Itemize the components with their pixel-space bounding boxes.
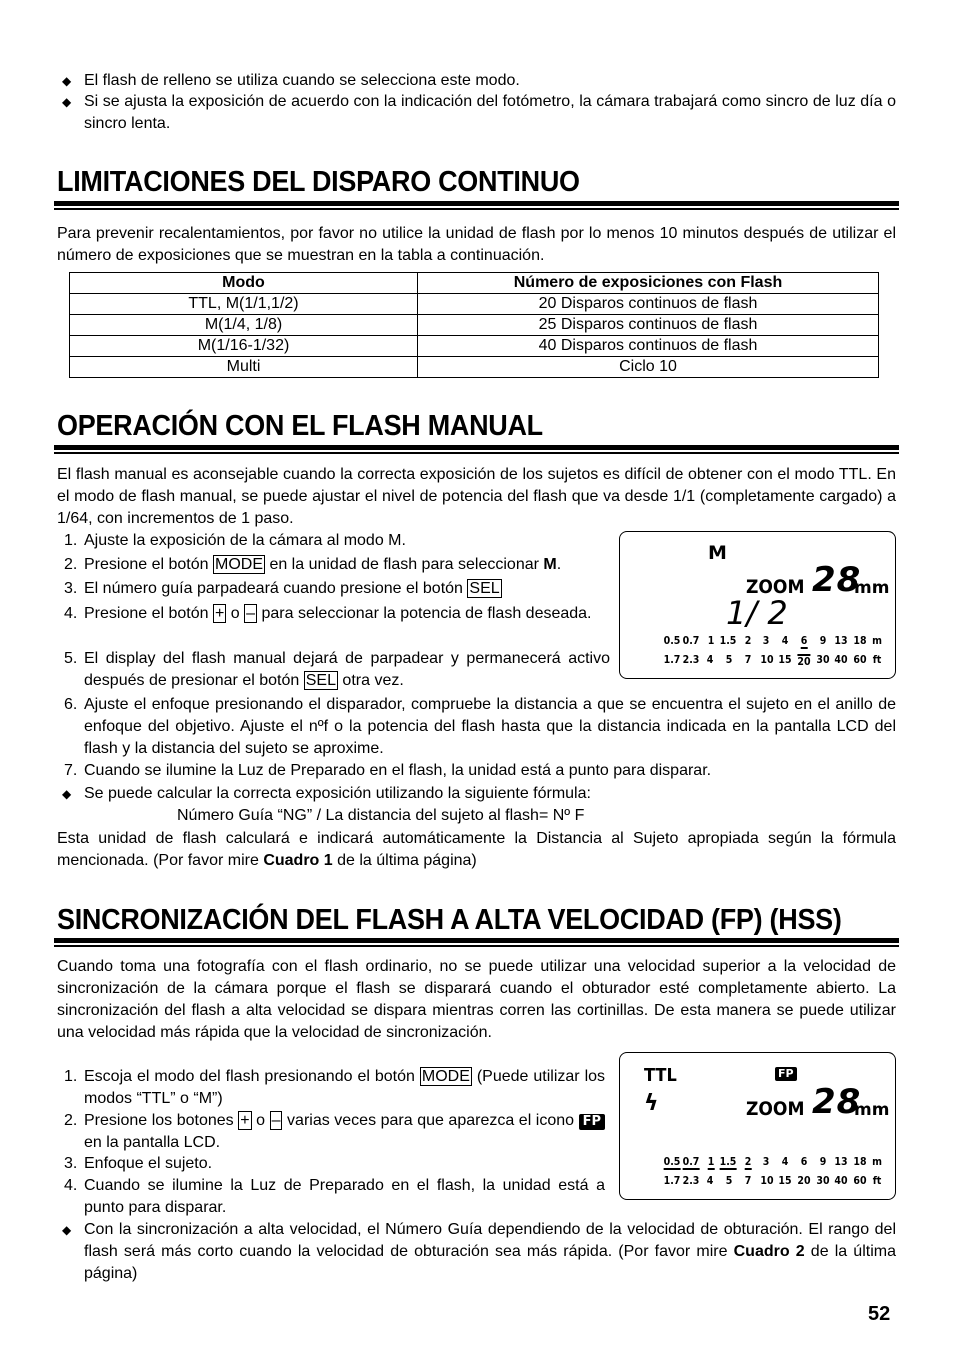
- table-row: [70, 336, 879, 357]
- lcd-feet-unit: ft: [872, 654, 882, 666]
- section-title-manual: OPERACIÓN CON EL FLASH MANUAL: [57, 410, 543, 442]
- step-text-bold: M: [543, 556, 557, 573]
- section2-paragraph: El flash manual es aconsejable cuando la correcta exposición de los sujetos es difícil de obtener con el modo TTL. En el modo de flash manual, se puede ajustar el nivel de potencia del flash que va desde 1/1 (completamente cargado) a 1/64, con incrementos de 1 paso.: [57, 466, 896, 527]
- lcd-feet-tick: 15: [778, 654, 792, 666]
- lcd-feet-tick: 10: [760, 1175, 774, 1187]
- step-text: en la unidad de flash para seleccionar: [269, 556, 539, 573]
- step-number: 1.: [64, 532, 78, 549]
- page-number: 52: [868, 1303, 891, 1325]
- lcd-meter-tick: 18: [853, 1156, 867, 1168]
- bullet-icon: ◆: [62, 1223, 72, 1237]
- table-cell: Ciclo 10: [418, 357, 879, 378]
- step-text: en la pantalla LCD.: [84, 1134, 221, 1151]
- plus-button-label: +: [240, 1112, 250, 1129]
- step-number: 5.: [64, 650, 78, 667]
- step-text: Presione el botón: [84, 605, 209, 622]
- lcd-mode: M: [708, 542, 727, 564]
- title-rule: [54, 445, 899, 450]
- section-title-hss: SINCRONIZACIÓN DEL FLASH A ALTA VELOCIDAD (FP) (HSS): [57, 904, 842, 936]
- section3-paragraph: Cuando toma una fotografía con el flash ordinario, no se puede utilizar una velocidad superior a la velocidad de sincronización de la cámara porque el flash se disparará cuando el obturador esté completamente abierto. La sincronización del flash a alta velocidad se dispara mientras corren las cortinillas. De esta manera se puede utilizar una velocidad más rápida que la velocidad de sincronización.: [57, 958, 896, 1041]
- step-text: o: [256, 1112, 266, 1129]
- step-number: 2.: [64, 556, 78, 573]
- bullet-bold: Cuadro 2: [733, 1243, 805, 1260]
- lcd-meter-tick: 1.5: [719, 635, 737, 647]
- table-row: [70, 315, 879, 336]
- manual-step-2: Presione el botón MODE en la unidad de flash para seleccionar M.: [84, 556, 562, 573]
- minus-button-label: –: [271, 1112, 281, 1129]
- manual-step-4: [84, 603, 610, 625]
- lcd-zoom-unit: mm: [854, 1100, 890, 1120]
- lcd-feet-tick: 60: [853, 1175, 867, 1187]
- section2-closing: [57, 828, 896, 872]
- manual-step-5: [84, 648, 610, 692]
- title-rule: [54, 938, 899, 943]
- intro-bullet-2: Si se ajusta la exposición de acuerdo con la indicación del fotómetro, la cámara trabajará como sincro de luz día o sincro lenta.: [84, 93, 896, 132]
- lcd-zoom-value: 28: [812, 1082, 862, 1122]
- lcd-meter-tick-active: 1.5: [719, 1156, 737, 1168]
- lcd-zoom-unit: mm: [854, 578, 890, 598]
- step-text: (Puede utilizar los modos “TTL” o “M”): [84, 1068, 606, 1107]
- lcd-display-manual: [619, 531, 896, 679]
- lcd-feet-tick: 10: [760, 654, 774, 666]
- lcd-mode: TTL: [644, 1065, 677, 1086]
- step-text: varias veces para que aparezca el icono: [287, 1112, 575, 1129]
- lcd-fp-icon: FP: [775, 1067, 797, 1081]
- lcd-feet-tick: 5: [725, 654, 733, 666]
- hss-step-2: [84, 1110, 605, 1154]
- hss-step-4: Cuando se ilumine la Luz de Preparado en el flash, la unidad está a punto para disparar.: [84, 1177, 605, 1216]
- step-text: El display del flash manual dejará de parpadear y permanecerá activo después de presionar el botón: [84, 650, 610, 689]
- manual-step-7: Cuando se ilumine la Luz de Preparado en el flash, la unidad está a punto para disparar.: [84, 762, 712, 779]
- manual-step-6: Ajuste el enfoque presionando el disparador, compruebe la distancia a que se encuentra el sujeto en el anillo de enfoque del objetivo. Ajuste el nºf o la potencia del flash hasta que la distancia indicada en la pantalla LCD del flash y la distancia del sujeto se aproxime.: [84, 696, 896, 757]
- lcd-feet-tick: 1.7: [663, 654, 681, 666]
- fp-icon: FP: [579, 1114, 605, 1130]
- lcd-feet-tick: 30: [816, 654, 830, 666]
- hss-step-3: Enfoque el sujeto.: [84, 1155, 213, 1172]
- table-header: Número de exposiciones con Flash: [418, 273, 879, 294]
- step-number: 3.: [64, 1155, 78, 1172]
- lcd-meter-tick: 18: [853, 635, 867, 647]
- lcd-meter-tick: 13: [834, 635, 848, 647]
- bullet-icon: ◆: [62, 74, 72, 88]
- lcd-meter-tick: 6: [800, 1156, 808, 1168]
- minus-button-label: –: [246, 605, 256, 622]
- lcd-meter-tick-active: 0.5: [663, 1156, 681, 1168]
- lcd-zoom-label: ZOOM: [746, 1098, 805, 1120]
- lcd-meters-scale: [620, 1156, 895, 1170]
- lcd-feet-tick: 2.3: [682, 654, 700, 666]
- intro-bullet-1: El flash de relleno se utiliza cuando se selecciona este modo.: [84, 72, 520, 89]
- section-title-continuous: LIMITACIONES DEL DISPARO CONTINUO: [57, 166, 580, 198]
- lcd-meter-tick: 0.5: [663, 635, 681, 647]
- lcd-meter-tick-active: 2: [744, 1156, 752, 1168]
- step-number: 3.: [64, 580, 78, 597]
- step-number: 7.: [64, 762, 78, 779]
- lcd-meter-tick: 0.7: [682, 635, 700, 647]
- step-text: otra vez.: [342, 672, 404, 689]
- lcd-meter-tick: 9: [819, 1156, 827, 1168]
- lcd-meter-tick: 2: [744, 635, 752, 647]
- lcd-meter-tick: 13: [834, 1156, 848, 1168]
- table-header-row: [70, 273, 879, 294]
- lcd-feet-tick: 2.3: [682, 1175, 700, 1187]
- step-text: Escoja el modo del flash presionando el botón: [84, 1068, 415, 1085]
- lcd-meter-tick: 4: [781, 1156, 789, 1168]
- mode-button-label: MODE: [214, 556, 263, 573]
- table-header: Modo: [70, 273, 418, 294]
- lcd-feet-tick: 1.7: [663, 1175, 681, 1187]
- step-text: Presione el botón: [84, 556, 209, 573]
- lcd-feet-tick: 7: [744, 654, 752, 666]
- lcd-feet-scale: [620, 654, 895, 668]
- manual-step-1: Ajuste la exposición de la cámara al modo M.: [84, 532, 406, 549]
- lcd-meter-tick: 3: [762, 635, 770, 647]
- table-cell: TTL, M(1/1,1/2): [70, 294, 418, 315]
- bolt-icon: ϟ: [644, 1091, 659, 1116]
- step-text: para seleccionar la potencia de flash deseada.: [261, 605, 592, 622]
- bullet-text: Con la sincronización a alta velocidad, el Número Guía dependiendo de la velocidad de obturación. El rango del flash será más corto cuando la velocidad de obturación sea más rápida. (Por favor mire: [84, 1221, 896, 1260]
- lcd-feet-tick: 7: [744, 1175, 752, 1187]
- table-row: [70, 357, 879, 378]
- continuous-limits-table: [69, 272, 879, 378]
- plus-button-label: +: [214, 605, 225, 622]
- bullet-icon: ◆: [62, 95, 72, 109]
- hss-step-1: [84, 1066, 605, 1110]
- title-rule: [54, 201, 899, 206]
- bullet-icon: ◆: [62, 787, 72, 801]
- table-cell: M(1/4, 1/8): [70, 315, 418, 336]
- sel-button-label: SEL: [305, 672, 336, 689]
- lcd-meter-unit: m: [872, 635, 882, 647]
- lcd-meter-tick: 1: [707, 635, 715, 647]
- lcd-meter-tick: 9: [819, 635, 827, 647]
- lcd-feet-tick: 4: [706, 654, 714, 666]
- lcd-meter-unit: m: [872, 1156, 882, 1168]
- title-rule: [54, 208, 899, 210]
- lcd-display-hss: [619, 1052, 896, 1200]
- step-number: 4.: [64, 605, 78, 622]
- step-number: 6.: [64, 696, 78, 713]
- lcd-meters-scale: [620, 635, 895, 649]
- step-number: 4.: [64, 1177, 78, 1194]
- lcd-feet-tick: 40: [834, 1175, 848, 1187]
- lcd-meter-tick: 4: [781, 635, 789, 647]
- lcd-feet-tick: 5: [725, 1175, 733, 1187]
- table-row: [70, 294, 879, 315]
- lcd-power: 1/ 2: [726, 594, 788, 632]
- formula-bullet: Se puede calcular la correcta exposición utilizando la siguiente fórmula:: [84, 785, 591, 802]
- hss-bullet: [84, 1219, 896, 1285]
- lcd-feet-tick-active: 20: [797, 656, 811, 668]
- table-cell: M(1/16-1/32): [70, 336, 418, 357]
- lcd-meter-tick: 3: [762, 1156, 770, 1168]
- step-number: 2.: [64, 1112, 78, 1129]
- step-text: o: [230, 605, 240, 622]
- lcd-meter-tick-active: 1: [707, 1156, 715, 1168]
- table-cell: 40 Disparos continuos de flash: [418, 336, 879, 357]
- table-cell: 20 Disparos continuos de flash: [418, 294, 879, 315]
- lcd-zoom-value: 28: [812, 560, 862, 600]
- lcd-meter-tick-active: 0.7: [682, 1156, 700, 1168]
- step-text: El número guía parpadeará cuando presione el botón: [84, 580, 463, 597]
- title-rule: [54, 945, 899, 947]
- mode-button-label: MODE: [421, 1068, 470, 1085]
- lcd-meter-tick-active: 6: [800, 635, 808, 647]
- title-rule: [54, 452, 899, 454]
- closing-text: de la última página): [337, 852, 477, 869]
- table-cell: 25 Disparos continuos de flash: [418, 315, 879, 336]
- closing-text: Esta unidad de flash calculará e indicará automáticamente la Distancia al Sujeto apropiada según la fórmula mencionada. (Por favor mire: [57, 830, 896, 869]
- lcd-feet-tick: 30: [816, 1175, 830, 1187]
- manual-step-3: [84, 578, 614, 600]
- lcd-feet-unit: ft: [872, 1175, 882, 1187]
- table-cell: Multi: [70, 357, 418, 378]
- lcd-zoom-label: ZOOM: [746, 576, 805, 598]
- step-text: Presione los botones: [84, 1112, 234, 1129]
- formula: Número Guía “NG” / La distancia del sujeto al flash= Nº F: [177, 807, 585, 824]
- lcd-feet-scale: [620, 1175, 895, 1189]
- step-number: 1.: [64, 1068, 78, 1085]
- lcd-feet-tick: 60: [853, 654, 867, 666]
- section1-paragraph: Para prevenir recalentamientos, por favor no utilice la unidad de flash por lo menos 10 minutos después de utilizar el número de exposiciones que se muestran en la tabla a continuación.: [57, 225, 896, 264]
- closing-bold: Cuadro 1: [263, 852, 333, 869]
- lcd-feet-tick: 20: [797, 1175, 811, 1187]
- lcd-feet-tick: 4: [706, 1175, 714, 1187]
- bullet-text: de la última página): [84, 1243, 896, 1282]
- lcd-feet-tick: 15: [778, 1175, 792, 1187]
- lcd-feet-tick: 40: [834, 654, 848, 666]
- sel-button-label: SEL: [469, 580, 500, 597]
